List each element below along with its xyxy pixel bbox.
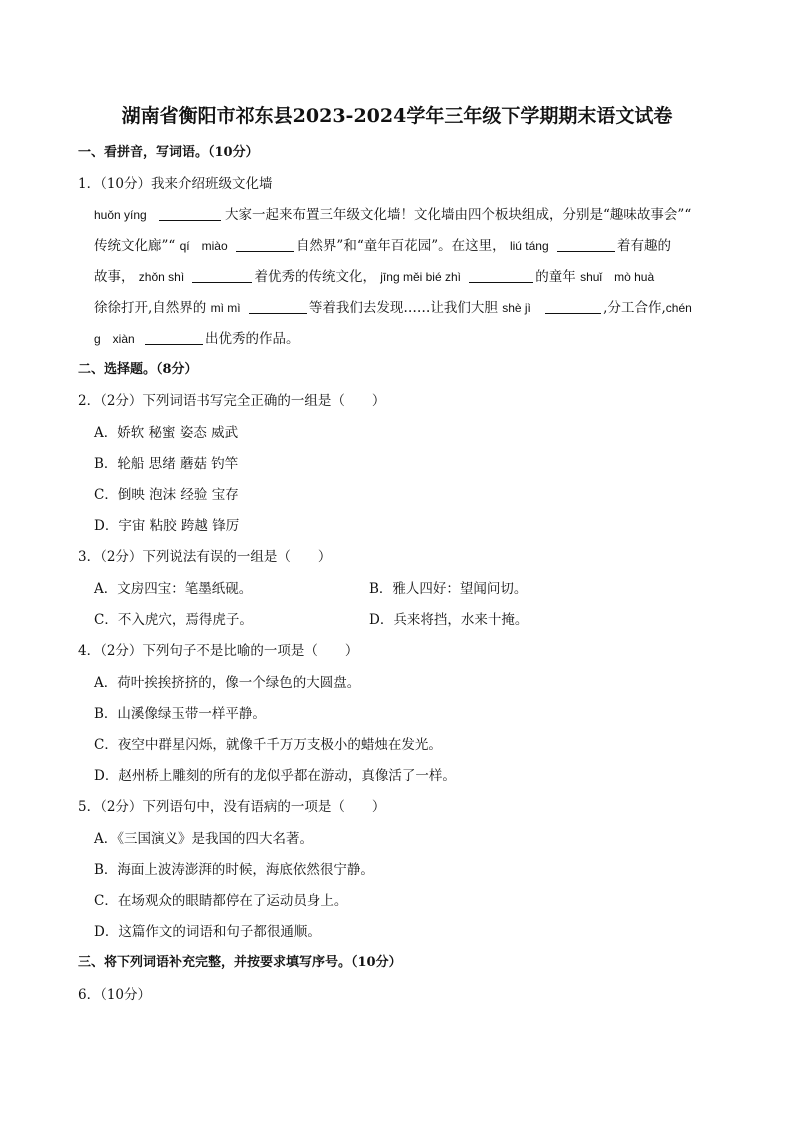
option-a[interactable]: A．荷叶挨挨挤挤的，像一个绿色的大圆盘。 — [94, 675, 361, 691]
answer-blank[interactable] — [249, 299, 307, 314]
pinyin-qimiao: qí miào — [179, 239, 228, 253]
pinyin-sheji: shè jì — [502, 301, 531, 315]
q1-text: 等着我们去发现……让我们大胆 — [308, 300, 498, 316]
q1-text: 故事， — [94, 269, 135, 285]
pinyin-liutang: liú táng — [509, 239, 549, 253]
pinyin-chengxian-end: g xiàn — [94, 332, 135, 346]
question-3-stem: 3．（2分）下列说法有误的一组是（ ） — [78, 549, 332, 565]
q1-text: 徐徐打开,自然界的 — [94, 300, 207, 316]
pinyin-mimi: mì mì — [210, 301, 241, 315]
option-d[interactable]: D．兵来将挡，水来十掩。 — [369, 612, 529, 628]
option-d[interactable]: D．这篇作文的词语和句子都很通顺。 — [94, 924, 321, 940]
section-heading-1: 一、看拼音，写词语。（10分） — [78, 145, 259, 160]
q1-text: 着优秀的传统文化， — [254, 269, 376, 285]
option-c[interactable]: C．夜空中群星闪烁，就像千千万万支极小的蜡烛在发光。 — [94, 737, 442, 753]
page-title: 湖南省衡阳市祁东县2023-2024学年三年级下学期期末语文试卷 — [121, 105, 673, 127]
question-1-stem: 1．（10分）我来介绍班级文化墙 — [78, 176, 273, 192]
option-c[interactable]: C．不入虎穴，焉得虎子。 — [94, 612, 253, 628]
option-a[interactable]: A．文房四宝：笔墨纸砚。 — [94, 581, 253, 597]
q1-text: ,分工合作, — [603, 300, 666, 316]
option-c[interactable]: C．倒映 泡沫 经验 宝存 — [94, 487, 239, 503]
option-a[interactable]: A．娇软 秘蜜 姿态 威武 — [94, 425, 239, 441]
pinyin-zhanshi: zhǒn shì — [138, 270, 185, 284]
question-6-stem: 6．（10分） — [78, 987, 152, 1003]
pinyin-jingmeibiezhi: jīng měi bié zhì — [380, 270, 461, 284]
option-d[interactable]: D．宇宙 粘胶 跨越 锋厉 — [94, 518, 240, 534]
option-b[interactable]: B．海面上波涛澎湃的时候，海底依然很宁静。 — [94, 862, 374, 878]
option-b[interactable]: B．轮船 思绪 蘑菇 钓竿 — [94, 456, 239, 472]
q1-line-5 — [94, 330, 300, 348]
q1-text: 出优秀的作品。 — [205, 331, 300, 347]
q1-line-3 — [94, 268, 654, 286]
section-heading-3: 三、将下列词语补充完整，并按要求填写序号。（10分） — [78, 955, 402, 970]
option-b[interactable]: B．山溪像绿玉带一样平静。 — [94, 706, 266, 722]
question-5-stem: 5．（2分）下列语句中，没有语病的一项是（ ） — [78, 799, 386, 815]
option-c[interactable]: C．在场观众的眼睛都停在了运动员身上。 — [94, 893, 348, 909]
option-d[interactable]: D．赵州桥上雕刻的所有的龙似乎都在游动，真像活了一样。 — [94, 768, 456, 784]
answer-blank[interactable] — [469, 268, 533, 283]
option-a[interactable]: A．《三国演义》是我国的四大名著。 — [94, 831, 313, 847]
section-heading-2: 二、选择题。（8分） — [78, 362, 198, 377]
answer-blank[interactable] — [236, 237, 294, 252]
q1-text: 传统文化廊”“ — [94, 238, 176, 254]
answer-blank[interactable] — [557, 237, 615, 252]
q1-text: 自然界”和“童年百花园”。在这里， — [295, 238, 506, 254]
answer-blank[interactable] — [145, 330, 203, 345]
question-4-stem: 4．（2分）下列句子不是比喻的一项是（ ） — [78, 643, 359, 659]
q1-line-1 — [94, 206, 691, 224]
q1-text: 着有趣的 — [616, 238, 671, 254]
answer-blank[interactable] — [192, 268, 252, 283]
q1-line-4 — [94, 299, 692, 317]
pinyin-huanying: huǒn yíng — [94, 208, 147, 222]
q1-text: 的童年 — [535, 269, 576, 285]
answer-blank[interactable] — [159, 206, 221, 221]
pinyin-shuimohua: shuǐ mò huà — [580, 270, 655, 284]
q1-line-2 — [94, 237, 671, 255]
answer-blank[interactable] — [545, 299, 601, 314]
question-2-stem: 2．（2分）下列词语书写完全正确的一组是（ ） — [78, 393, 386, 409]
q1-text: 大家一起来布置三年级文化墙！文化墙由四个板块组成，分别是“趣味故事会”“ — [225, 207, 692, 223]
option-b[interactable]: B．雅人四好：望闻问切。 — [369, 581, 528, 597]
pinyin-chengxian-start: chén — [665, 301, 692, 315]
